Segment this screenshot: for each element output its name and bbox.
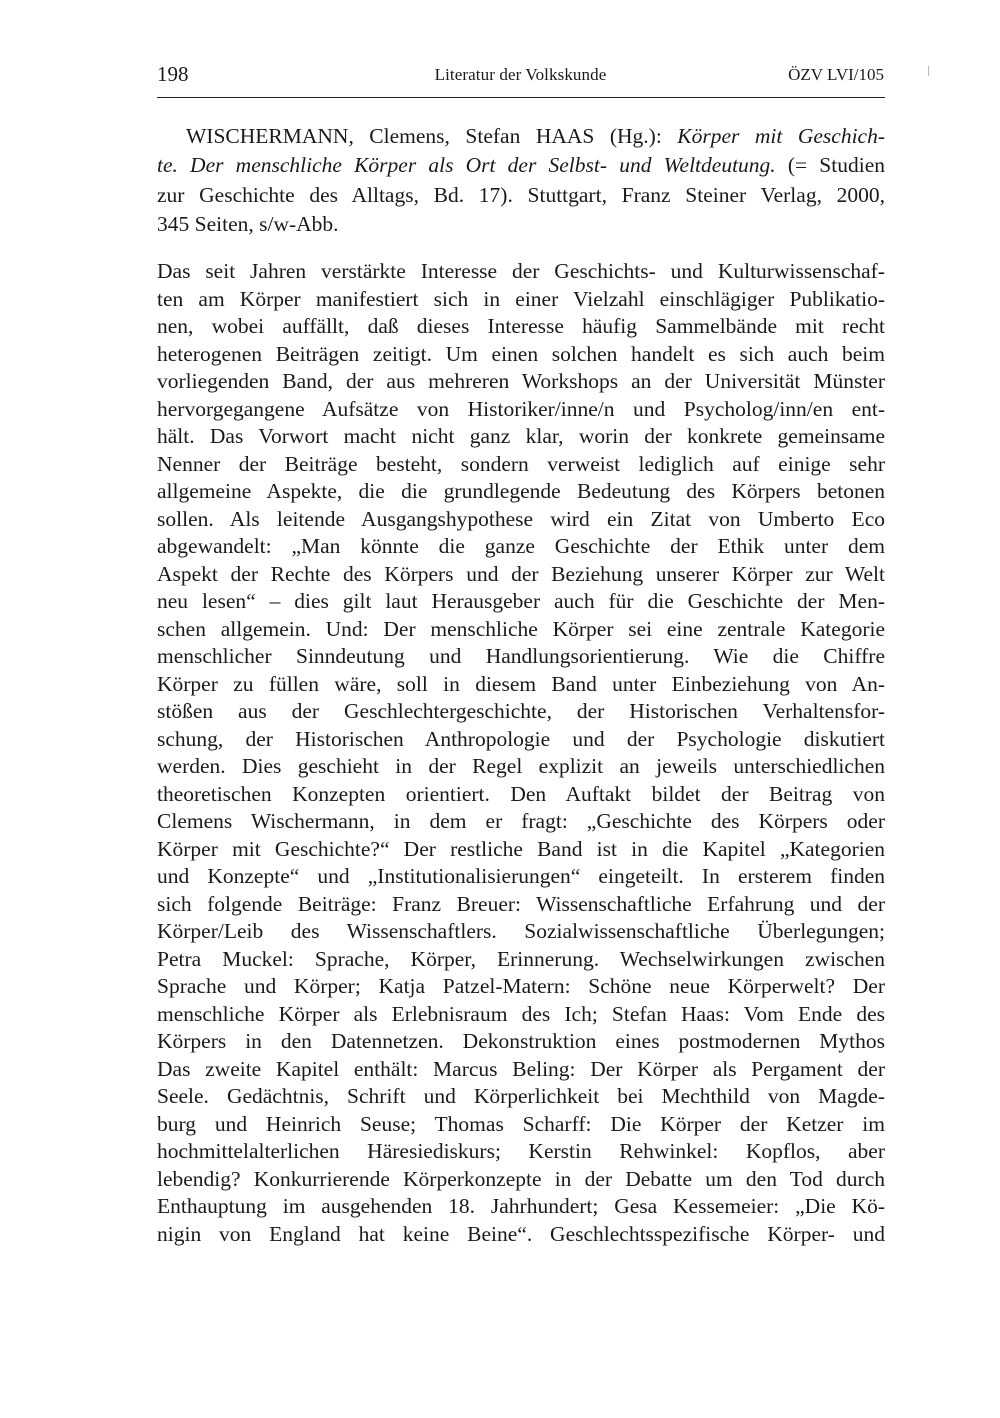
body-line: vorliegenden Band, der aus mehreren Workshops an der Universität Münster [157,369,885,393]
page-number: 198 [157,62,189,86]
body-line: hervorgegangene Aufsätze von Historiker/inne/n und Psycholog/inn/en ent- [157,396,885,421]
body-line: Petra Muckel: Sprache, Körper, Erinnerung. Wechselwirkungen zwischen [157,946,885,971]
citation-title-italic: Körper mit Geschich- [677,124,885,148]
margin-mark [928,66,929,76]
body-line: theoretischen Konzepten orientiert. Den Auftakt bildet der Beitrag von [157,781,885,806]
body-line: neu lesen“ – dies gilt laut Herausgeber auch für die Geschichte der Men- [157,589,885,613]
citation-line [157,210,885,239]
body-line: lebendig? Konkurrierende Körperkonzepte in der Debatte um den Tod durch [157,1166,885,1191]
citation-line [157,122,885,151]
body-line: Nenner der Beiträge besteht, sondern verweist lediglich auf einige sehr [157,451,885,476]
body-line: Das zweite Kapitel enthält: Marcus Beling: Der Körper als Pergament der [157,1056,885,1081]
running-title: Literatur der Volkskunde [434,65,607,84]
body-line: Sprache und Körper; Katja Patzel-Matern: Schöne neue Körperwelt? Der [157,974,885,998]
body-line: Körper mit Geschichte?“ Der restliche Band ist in die Kapitel „Kategorien [157,836,885,861]
body-line: hochmittelalterlichen Häresiediskurs; Kerstin Rehwinkel: Kopflos, aber [157,1139,885,1163]
body-line: ten am Körper manifestiert sich in einer Vielzahl einschlägiger Publikatio- [157,286,885,311]
body-line: burg und Heinrich Seuse; Thomas Scharff: Die Körper der Ketzer im [157,1111,885,1136]
body-line: Aspekt der Rechte des Körpers und der Beziehung unserer Körper zur Welt [157,561,885,586]
body-line: schung, der Historischen Anthropologie und der Psychologie diskutiert [157,726,885,751]
body-line: hält. Das Vorwort macht nicht ganz klar, worin der konkrete gemeinsame [157,424,885,448]
citation-text: 345 Seiten, s/w-Abb. [157,211,339,236]
body-line: allgemeine Aspekte, die die grundlegende Bedeutung des Körpers betonen [157,479,885,503]
body-line: Körper/Leib des Wissenschaftlers. Sozialwissenschaftliche Überlegungen; [157,919,885,943]
review-body [157,258,885,1248]
body-line: werden. Dies geschieht in der Regel explizit an jeweils unterschiedlichen [157,754,885,778]
body-line: menschliche Körper als Erlebnisraum des Ich; Stefan Haas: Vom Ende des [157,1001,885,1026]
body-line: sich folgende Beiträge: Franz Breuer: Wissenschaftliche Erfahrung und der [157,891,885,916]
body-line: schen allgemein. Und: Der menschliche Körper sei eine zentrale Kategorie [157,616,885,641]
header-rule [157,97,885,98]
body-line: Das seit Jahren verstärkte Interesse der Geschichts- und Kulturwissenschaf- [157,259,885,283]
body-line: abgewandelt: „Man könnte die ganze Geschichte der Ethik unter dem [157,534,885,558]
citation-line [157,181,885,210]
body-line: stößen aus der Geschlechtergeschichte, der Historischen Verhaltensfor- [157,699,885,723]
body-line: Enthauptung im ausgehenden 18. Jahrhundert; Gesa Kessemeier: „Die Kö- [157,1194,885,1218]
body-line: Seele. Gedächtnis, Schrift und Körperlichkeit bei Mechthild von Magde- [157,1084,885,1108]
page-header [157,62,884,92]
body-line: nen, wobei auffällt, daß dieses Interesse häufig Sammelbände mit recht [157,314,885,338]
body-line: und Konzepte“ und „Institutionalisierungen“ eingeteilt. In ersterem finden [157,864,885,888]
citation-line [157,151,885,180]
body-line: Körpers in den Datennetzen. Dekonstruktion eines postmodernen Mythos [157,1029,885,1053]
body-line: heterogenen Beiträgen zeitigt. Um einen solchen handelt es sich auch beim [157,341,885,366]
citation-text: (= Studien [775,153,886,178]
citation-title-italic: te. Der menschliche Körper als Ort der Selbst- und Weltdeutung. [157,153,776,178]
bibliographic-citation [157,122,885,239]
citation-text: WISCHERMANN, Clemens, Stefan HAAS (Hg.): [186,124,678,148]
journal-reference: ÖZV LVI/105 [788,65,884,84]
citation-text: zur Geschichte des Alltags, Bd. 17). Stuttgart, Franz Steiner Verlag, 2000, [157,182,885,207]
body-line: Körper zu füllen wäre, soll in diesem Band unter Einbeziehung von An- [157,671,885,696]
body-line: menschlicher Sinndeutung und Handlungsorientierung. Wie die Chiffre [157,644,885,668]
body-line: nigin von England hat keine Beine“. Geschlechtsspezifische Körper- und [157,1221,885,1246]
body-line: Clemens Wischermann, in dem er fragt: „Geschichte des Körpers oder [157,809,885,833]
body-line: sollen. Als leitende Ausgangshypothese wird ein Zitat von Umberto Eco [157,506,885,531]
